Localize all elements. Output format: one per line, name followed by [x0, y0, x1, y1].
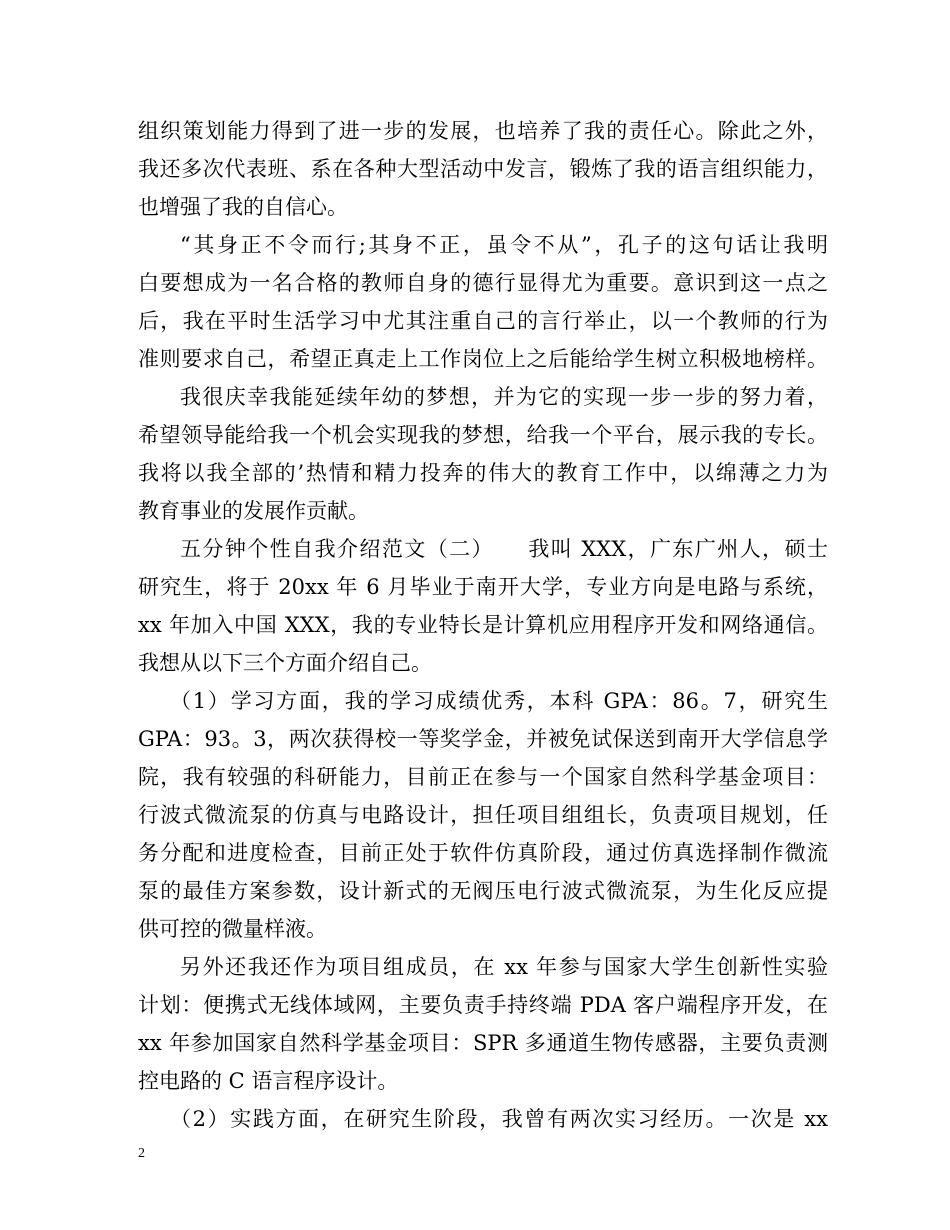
- text-line: 行波式微流泵的仿真与电路设计，担任项目组组长，负责项目规划，任: [138, 803, 828, 827]
- text-line: 研究生，将于 20xx 年 6 月毕业于南开大学，专业方向是电路与系统，: [138, 575, 828, 599]
- text-line: 另外还我还作为项目组成员，在 xx 年参与国家大学生创新性实验: [180, 955, 828, 979]
- text-line: 我还多次代表班、系在各种大型活动中发言，锻炼了我的语言组织能力，: [138, 157, 828, 181]
- text-line: 我很庆幸我能延续年幼的梦想，并为它的实现一步一步的努力着，: [180, 385, 828, 409]
- text-line: 白要想成为一名合格的教师自身的德行显得尤为重要。意识到这一点之: [138, 271, 828, 295]
- text-line: 五分钟个性自我介绍范文（二） 我叫 XXX，广东广州人，硕士: [180, 537, 828, 561]
- text-line: 希望领导能给我一个机会实现我的梦想，给我一个平台，展示我的专长。: [138, 423, 828, 447]
- text-line: 也增强了我的自信心。: [138, 195, 348, 219]
- page-number: 2: [138, 1146, 145, 1161]
- text-line: 我将以我全部的’热情和精力投奔的伟大的教育工作中，以绵薄之力为: [138, 461, 828, 485]
- text-line: 务分配和进度检查，目前正处于软件仿真阶段，通过仿真选择制作微流: [138, 841, 828, 865]
- text-line: 教育事业的发展作贡献。: [138, 499, 369, 523]
- text-line: 计划：便携式无线体域网，主要负责手持终端 PDA 客户端程序开发，在: [138, 993, 828, 1017]
- text-line: 院，我有较强的科研能力，目前正在参与一个国家自然科学基金项目：: [138, 765, 828, 789]
- text-line: （1）学习方面，我的学习成绩优秀，本科 GPA：86。7，研究生: [170, 689, 828, 713]
- text-line: GPA：93。3，两次获得校一等奖学金，并被免试保送到南开大学信息学: [138, 727, 828, 751]
- text-line: 控电路的 C 语言程序设计。: [138, 1069, 399, 1093]
- text-line: “其身正不令而行;其身不正，虽令不从”，孔子的这句话让我明: [180, 233, 828, 257]
- text-line: xx 年加入中国 XXX，我的专业特长是计算机应用程序开发和网络通信。: [138, 613, 828, 637]
- text-line: （2）实践方面，在研究生阶段，我曾有两次实习经历。一次是 xx: [170, 1107, 828, 1131]
- text-line: 准则要求自己，希望正真走上工作岗位上之后能给学生树立积极地榜样。: [138, 347, 828, 371]
- text-line: 我想从以下三个方面介绍自己。: [138, 651, 432, 675]
- text-line: 泵的最佳方案参数，设计新式的无阀压电行波式微流泵，为生化反应提: [138, 879, 828, 903]
- text-line: xx 年参加国家自然科学基金项目：SPR 多通道生物传感器，主要负责测: [138, 1031, 828, 1055]
- text-line: 组织策划能力得到了进一步的发展，也培养了我的责任心。除此之外，: [138, 119, 828, 143]
- text-line: 供可控的微量样液。: [138, 917, 327, 941]
- text-line: 后，我在平时生活学习中尤其注重自己的言行举止，以一个教师的行为: [138, 309, 828, 333]
